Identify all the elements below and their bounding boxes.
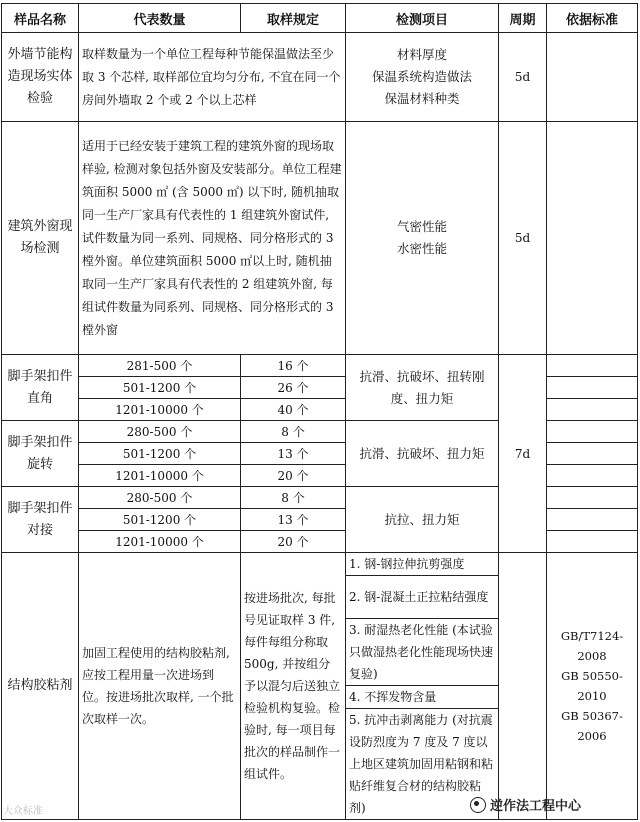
scaffold-range: 1201-10000 个 <box>79 531 241 553</box>
header-sampling: 取样规定 <box>241 4 346 33</box>
wall-cycle: 5d <box>499 33 547 122</box>
wall-test-item: 材料厚度 <box>396 47 447 62</box>
scaffold-range: 280-500 个 <box>79 487 241 509</box>
wall-test-item: 保温材料种类 <box>384 91 460 106</box>
header-quantity: 代表数量 <box>79 4 241 33</box>
scaffold-range: 501-1200 个 <box>79 443 241 465</box>
scaffold-count: 8 个 <box>241 487 346 509</box>
scaffold-tests: 抗滑、抗破坏、扭力矩 <box>346 421 499 487</box>
glue-standard-item: GB/T7124-2008 <box>560 629 624 663</box>
scaffold-count: 40 个 <box>241 399 346 421</box>
glue-standards <box>547 553 638 820</box>
scaffold-standard <box>547 377 638 399</box>
wall-name: 外墙节能构造现场实体检验 <box>2 33 79 122</box>
scaffold-count: 26 个 <box>241 377 346 399</box>
scaffold-standard <box>547 487 638 509</box>
scaffold-count: 16 个 <box>241 355 346 377</box>
scaffold-count: 8 个 <box>241 421 346 443</box>
watermark-left: 大众标准 <box>3 806 43 817</box>
window-test-item: 气密性能 <box>396 219 447 234</box>
wall-tests <box>346 33 499 122</box>
scaffold-count: 13 个 <box>241 443 346 465</box>
glue-standard-item: GB 50550-2010 <box>561 669 623 703</box>
header-tests: 检测项目 <box>346 4 499 33</box>
scaffold-tests: 抗拉、扭力矩 <box>346 487 499 553</box>
window-sampling-text: 适用于已经安装于建筑工程的建筑外窗的现场取样验, 检测对象包括外窗及安装部分。单位工程建筑面积 5000 ㎡ (含 5000 ㎡) 以下时, 随机抽取同一生产厂家具有代表性的 1 组建筑外窗试件, 试件数量为同一系列、同规格、同分格形式的 3 樘外窗。单位建筑面积 5000 ㎡以上时, 随机抽取同一生产厂家具有代表性的 2 组建筑外窗, 每组试件数量为同系列、同规格、同分格形式的 3 樘外窗 <box>79 122 346 355</box>
scaffold-count: 13 个 <box>241 509 346 531</box>
header-standard: 依据标准 <box>547 4 638 33</box>
watermark-right-text: 逆作法工程中心 <box>490 799 582 814</box>
glue-sampling: 按进场批次, 每批号见证取样 3 件, 每件每组分称取 500g, 并按组分予以混匀后送独立检验机构复验。检验时, 每一项目每批次的样品制作一组试件。 <box>241 553 346 820</box>
glue-cycle <box>499 553 547 820</box>
glue-test-item: 4. 不挥发物含量 <box>346 686 499 709</box>
scaffold-standard <box>547 465 638 487</box>
wall-test-item: 保温系统构造做法 <box>371 69 472 84</box>
window-name: 建筑外窗现场检测 <box>2 122 79 355</box>
scaffold-standard <box>547 509 638 531</box>
scaffold-range: 501-1200 个 <box>79 509 241 531</box>
window-tests <box>346 122 499 355</box>
sampling-table <box>1 3 638 820</box>
scaffold-standard <box>547 355 638 377</box>
scaffold-tests: 抗滑、抗破坏、扭转刚度、扭力矩 <box>346 355 499 421</box>
window-standard <box>547 122 638 355</box>
window-cycle: 5d <box>499 122 547 355</box>
wechat-icon <box>470 797 486 813</box>
scaffold-range: 501-1200 个 <box>79 377 241 399</box>
glue-name: 结构胶粘剂 <box>2 553 79 820</box>
glue-test-item: 2. 钢-混凝土正拉粘结强度 <box>346 576 499 619</box>
wall-sampling-text: 取样数量为一个单位工程每种节能保温做法至少取 3 个芯样, 取样部位宜均匀分布, 不宜在同一个房间外墙取 2 个或 2 个以上芯样 <box>79 33 346 122</box>
scaffold-range: 281-500 个 <box>79 355 241 377</box>
scaffold-standard <box>547 399 638 421</box>
table-row-glue <box>2 553 638 576</box>
header-name: 样品名称 <box>2 4 79 33</box>
table-row-scaffold <box>2 355 638 377</box>
scaffold-name: 脚手架扣件对接 <box>2 487 79 553</box>
wall-standard <box>547 33 638 122</box>
scaffold-range: 280-500 个 <box>79 421 241 443</box>
scaffold-standard <box>547 421 638 443</box>
watermark-right <box>470 795 581 814</box>
scaffold-standard <box>547 531 638 553</box>
header-row <box>2 4 638 33</box>
header-cycle: 周期 <box>499 4 547 33</box>
scaffold-cycle: 7d <box>499 355 547 553</box>
glue-quantity: 加固工程使用的结构胶粘剂, 应按工程用量一次进场到位。按进场批次取样, 一个批次取样一次。 <box>79 553 241 820</box>
glue-test-item: 5. 抗冲击剥离能力 (对抗震设防烈度为 7 度及 7 度以上地区建筑加固用粘钢和粘贴纤维复合材的结构胶粘剂) <box>346 709 499 820</box>
table-row-wall <box>2 33 638 122</box>
scaffold-standard <box>547 443 638 465</box>
scaffold-count: 20 个 <box>241 531 346 553</box>
glue-standard-item: GB 50367-2006 <box>561 709 623 743</box>
scaffold-range: 1201-10000 个 <box>79 465 241 487</box>
glue-test-item: 3. 耐湿热老化性能 (本试验只做湿热老化性能现场快速复验) <box>346 619 499 686</box>
scaffold-count: 20 个 <box>241 465 346 487</box>
window-test-item: 水密性能 <box>396 241 447 256</box>
scaffold-range: 1201-10000 个 <box>79 399 241 421</box>
table-row-window <box>2 122 638 355</box>
glue-test-item: 1. 钢-钢拉伸抗剪强度 <box>346 553 499 576</box>
scaffold-name: 脚手架扣件直角 <box>2 355 79 421</box>
scaffold-name: 脚手架扣件旋转 <box>2 421 79 487</box>
